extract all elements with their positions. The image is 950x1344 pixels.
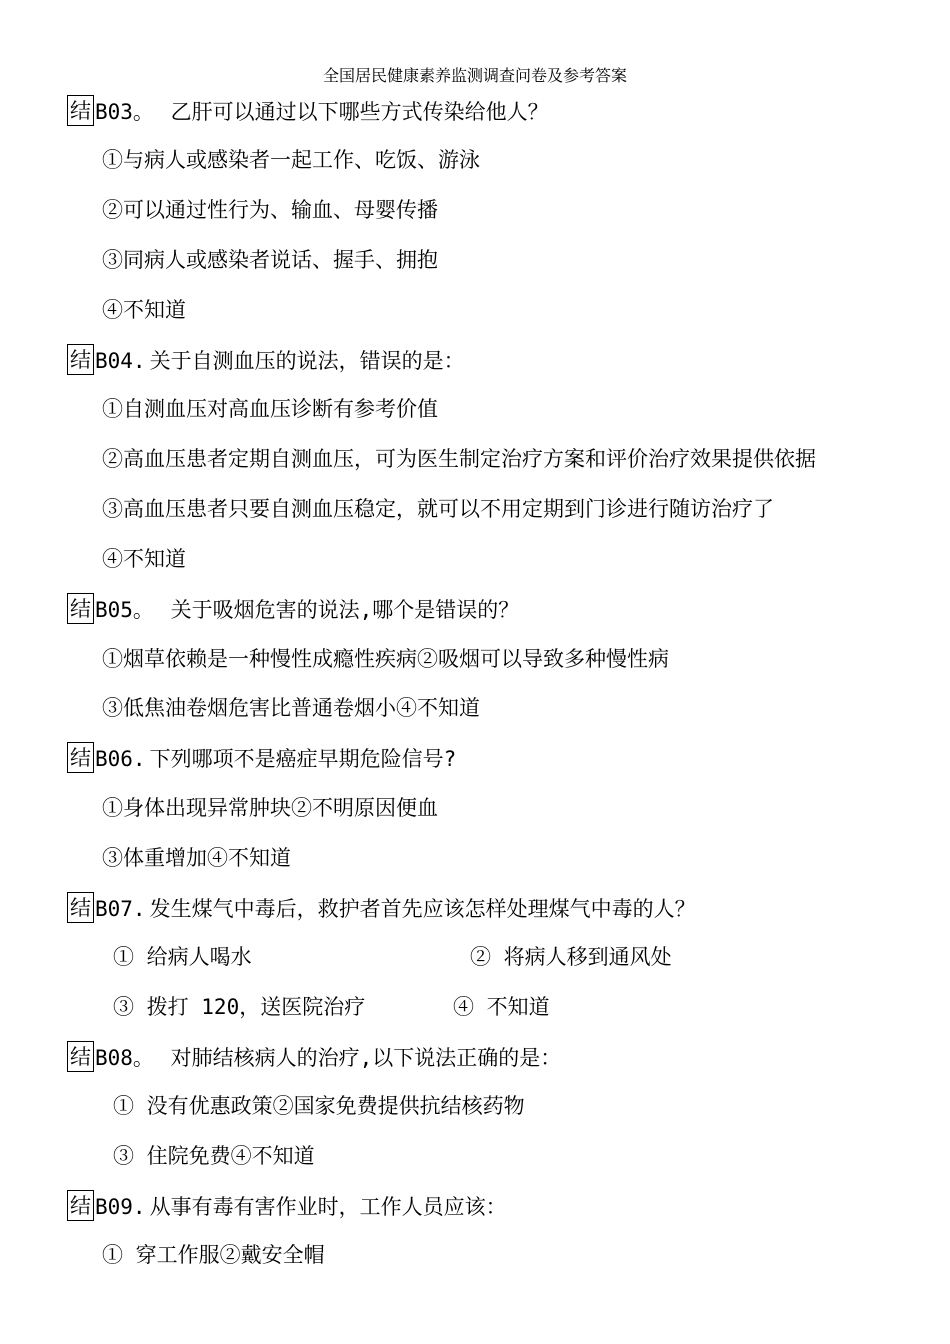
question-b07 [67, 894, 696, 925]
question-code: B05。 [95, 597, 154, 622]
option-item[interactable]: ①烟草依赖是一种慢性成瘾性疾病②吸烟可以导致多种慢性病 [102, 647, 669, 671]
page-title: 全国居民健康素养监测调查问卷及参考答案 [322, 66, 627, 85]
option-item[interactable]: ② 将病人移到通风处 [470, 945, 672, 969]
question-code: B03。 [95, 99, 154, 124]
answer-box[interactable]: 结 [67, 344, 94, 375]
option-item[interactable]: ① 穿工作服②戴安全帽 [102, 1243, 325, 1267]
question-text: 对肺结核病人的治疗,以下说法正确的是： [157, 1045, 562, 1070]
answer-box[interactable]: 结 [67, 593, 94, 624]
answer-box[interactable]: 结 [67, 892, 94, 923]
answer-box[interactable]: 结 [67, 95, 94, 126]
question-b09 [67, 1192, 507, 1223]
option-item[interactable]: ③高血压患者只要自测血压稳定，就可以不用定期到门诊进行随访治疗了 [102, 497, 774, 521]
option-item[interactable]: ④ 不知道 [453, 995, 550, 1019]
option-item[interactable]: ②高血压患者定期自测血压，可为医生制定治疗方案和评价治疗效果提供依据 [102, 447, 816, 471]
answer-box[interactable]: 结 [67, 1041, 94, 1072]
question-text: 关于吸烟危害的说法,哪个是错误的？ [157, 597, 520, 622]
option-item[interactable]: ④不知道 [102, 298, 186, 322]
question-text: 乙肝可以通过以下哪些方式传染给他人？ [157, 99, 549, 124]
option-item[interactable]: ① 没有优惠政策②国家免费提供抗结核药物 [113, 1094, 525, 1118]
question-b03 [67, 97, 549, 128]
question-code: B09. [95, 1194, 146, 1219]
question-b08 [67, 1043, 561, 1074]
question-text: 关于自测血压的说法，错误的是： [149, 348, 465, 373]
option-item[interactable]: ③ 拨打 120，送医院治疗 [113, 995, 366, 1019]
option-item[interactable]: ① 给病人喝水 [113, 945, 252, 969]
option-item[interactable]: ①自测血压对高血压诊断有参考价值 [102, 397, 438, 421]
question-code: B08。 [95, 1045, 154, 1070]
option-item[interactable]: ③同病人或感染者说话、握手、拥抱 [102, 248, 438, 272]
option-item[interactable]: ④不知道 [102, 547, 186, 571]
option-item[interactable]: ①与病人或感染者一起工作、吃饭、游泳 [102, 148, 480, 172]
question-b05 [67, 595, 519, 626]
question-text: 发生煤气中毒后，救护者首先应该怎样处理煤气中毒的人？ [149, 896, 696, 921]
option-item[interactable]: ③低焦油卷烟危害比普通卷烟小④不知道 [102, 696, 480, 720]
option-item[interactable]: ①身体出现异常肿块②不明原因便血 [102, 796, 438, 820]
answer-box[interactable]: 结 [67, 1190, 94, 1221]
question-code: B06. [95, 746, 146, 771]
option-item[interactable]: ③体重增加④不知道 [102, 846, 291, 870]
question-text: 从事有毒有害作业时，工作人员应该： [149, 1194, 507, 1219]
answer-box[interactable]: 结 [67, 742, 94, 773]
option-item[interactable]: ③ 住院免费④不知道 [113, 1144, 315, 1168]
question-text: 下列哪项不是癌症早期危险信号? [149, 746, 457, 771]
question-code: B04. [95, 348, 146, 373]
question-code: B07. [95, 896, 146, 921]
question-b06 [67, 744, 456, 775]
option-item[interactable]: ②可以通过性行为、输血、母婴传播 [102, 198, 438, 222]
question-b04 [67, 346, 465, 377]
